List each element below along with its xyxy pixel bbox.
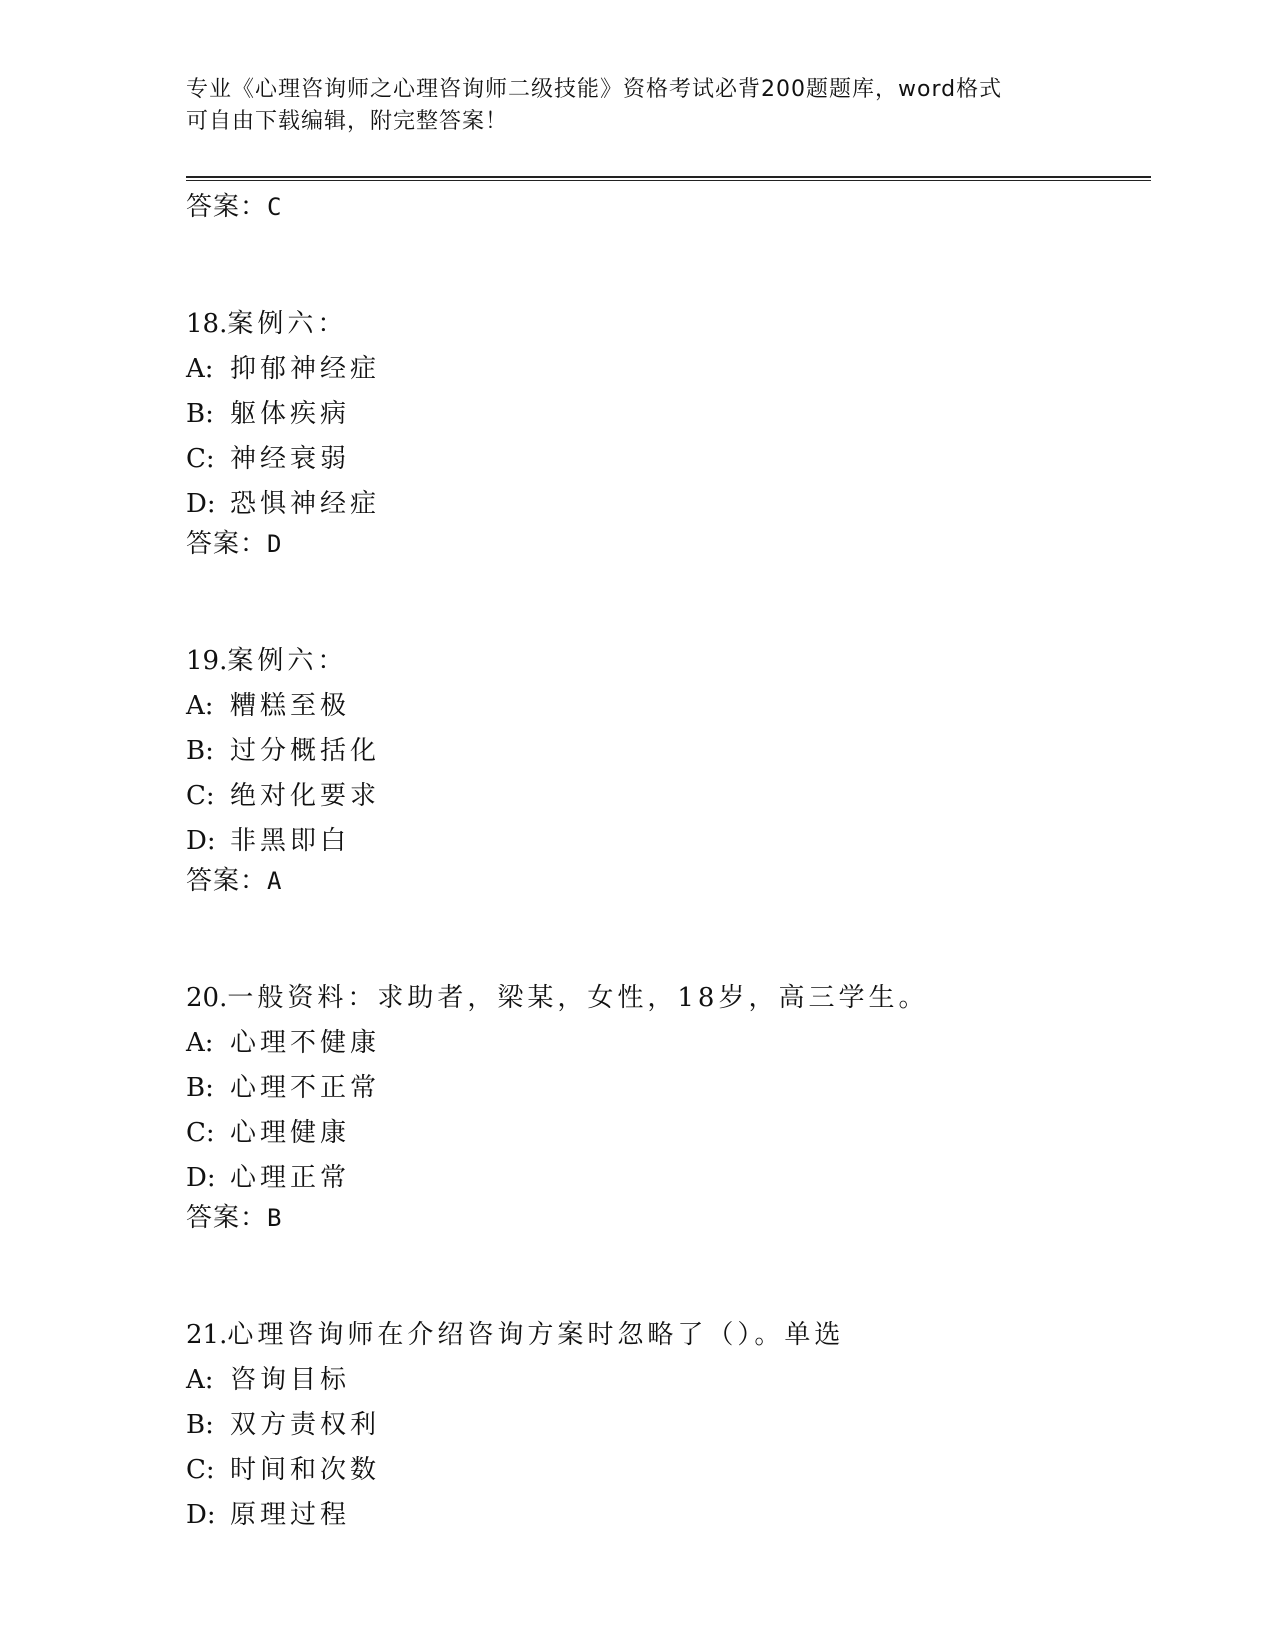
- option-d: [186, 482, 1146, 527]
- question-stem: [186, 302, 1146, 347]
- question-stem: [186, 976, 1146, 1021]
- option-text: 咨询目标: [230, 1365, 351, 1395]
- option-key: B:: [186, 736, 214, 766]
- option-text: 抑郁神经症: [230, 354, 381, 384]
- option-text: 心理不健康: [230, 1028, 381, 1058]
- answer-line: [186, 527, 1146, 561]
- question-text: 案例六：: [227, 309, 348, 339]
- answer-line: [186, 190, 1146, 224]
- answer-label: 答案：: [186, 1203, 268, 1233]
- option-b: [186, 729, 1146, 774]
- question-item: [186, 976, 1146, 1235]
- option-d: [186, 1156, 1146, 1201]
- option-key: D:: [186, 489, 216, 519]
- question-stem: [186, 1313, 1146, 1358]
- option-text: 糟糕至极: [230, 691, 351, 721]
- question-item: [186, 302, 1146, 561]
- answer-label: 答案：: [186, 192, 268, 222]
- option-c: [186, 1448, 1146, 1493]
- question-text: 心理咨询师在介绍咨询方案时忽略了（）。单选: [227, 1320, 845, 1350]
- question-number: 18.: [186, 309, 228, 339]
- option-key: A:: [186, 354, 214, 384]
- header-line-1: 专业《心理咨询师之心理咨询师二级技能》资格考试必背200题题库，word格式: [186, 77, 1003, 102]
- answer-label: 答案：: [186, 529, 268, 559]
- option-text: 时间和次数: [230, 1455, 381, 1485]
- question-item: [186, 1313, 1146, 1538]
- option-key: C:: [186, 1455, 215, 1485]
- option-key: D:: [186, 826, 216, 856]
- option-text: 心理不正常: [230, 1073, 381, 1103]
- option-a: [186, 1358, 1146, 1403]
- option-key: A:: [186, 1365, 214, 1395]
- option-key: D:: [186, 1500, 216, 1530]
- option-text: 非黑即白: [230, 826, 351, 856]
- option-b: [186, 1066, 1146, 1111]
- question-list: [186, 190, 1146, 1538]
- option-text: 绝对化要求: [230, 781, 381, 811]
- option-d: [186, 1493, 1146, 1538]
- answer-value: C: [267, 193, 283, 221]
- option-key: A:: [186, 1028, 214, 1058]
- question-number: 19.: [186, 646, 228, 676]
- option-key: C:: [186, 1118, 215, 1148]
- question-number: 21.: [186, 1320, 228, 1350]
- option-text: 心理健康: [230, 1118, 351, 1148]
- option-key: B:: [186, 1410, 214, 1440]
- option-key: C:: [186, 444, 215, 474]
- question-number: 20.: [186, 983, 228, 1013]
- option-b: [186, 1403, 1146, 1448]
- option-text: 神经衰弱: [230, 444, 351, 474]
- option-key: B:: [186, 1073, 214, 1103]
- option-c: [186, 437, 1146, 482]
- header-divider: [186, 176, 1151, 181]
- option-a: [186, 1021, 1146, 1066]
- header-line-2: 可自由下载编辑，附完整答案！: [186, 109, 509, 134]
- option-key: B:: [186, 399, 214, 429]
- answer-label: 答案：: [186, 866, 268, 896]
- question-text: 案例六：: [227, 646, 348, 676]
- option-c: [186, 1111, 1146, 1156]
- option-key: C:: [186, 781, 215, 811]
- option-b: [186, 392, 1146, 437]
- option-a: [186, 347, 1146, 392]
- question-stem: [186, 639, 1146, 684]
- option-c: [186, 774, 1146, 819]
- option-text: 双方责权利: [230, 1410, 381, 1440]
- option-text: 恐惧神经症: [230, 489, 381, 519]
- document-header: [186, 74, 1086, 138]
- question-text: 一般资料：求助者，梁某，女性，18岁，高三学生。: [227, 983, 929, 1013]
- answer-value: A: [267, 867, 283, 895]
- option-d: [186, 819, 1146, 864]
- answer-line: [186, 1201, 1146, 1235]
- answer-line: [186, 864, 1146, 898]
- answer-value: D: [267, 530, 283, 558]
- option-a: [186, 684, 1146, 729]
- question-item: [186, 639, 1146, 898]
- answer-value: B: [267, 1204, 283, 1232]
- option-key: A:: [186, 691, 214, 721]
- option-text: 躯体疾病: [230, 399, 351, 429]
- option-text: 心理正常: [230, 1163, 351, 1193]
- option-key: D:: [186, 1163, 216, 1193]
- option-text: 原理过程: [230, 1500, 351, 1530]
- option-text: 过分概括化: [230, 736, 381, 766]
